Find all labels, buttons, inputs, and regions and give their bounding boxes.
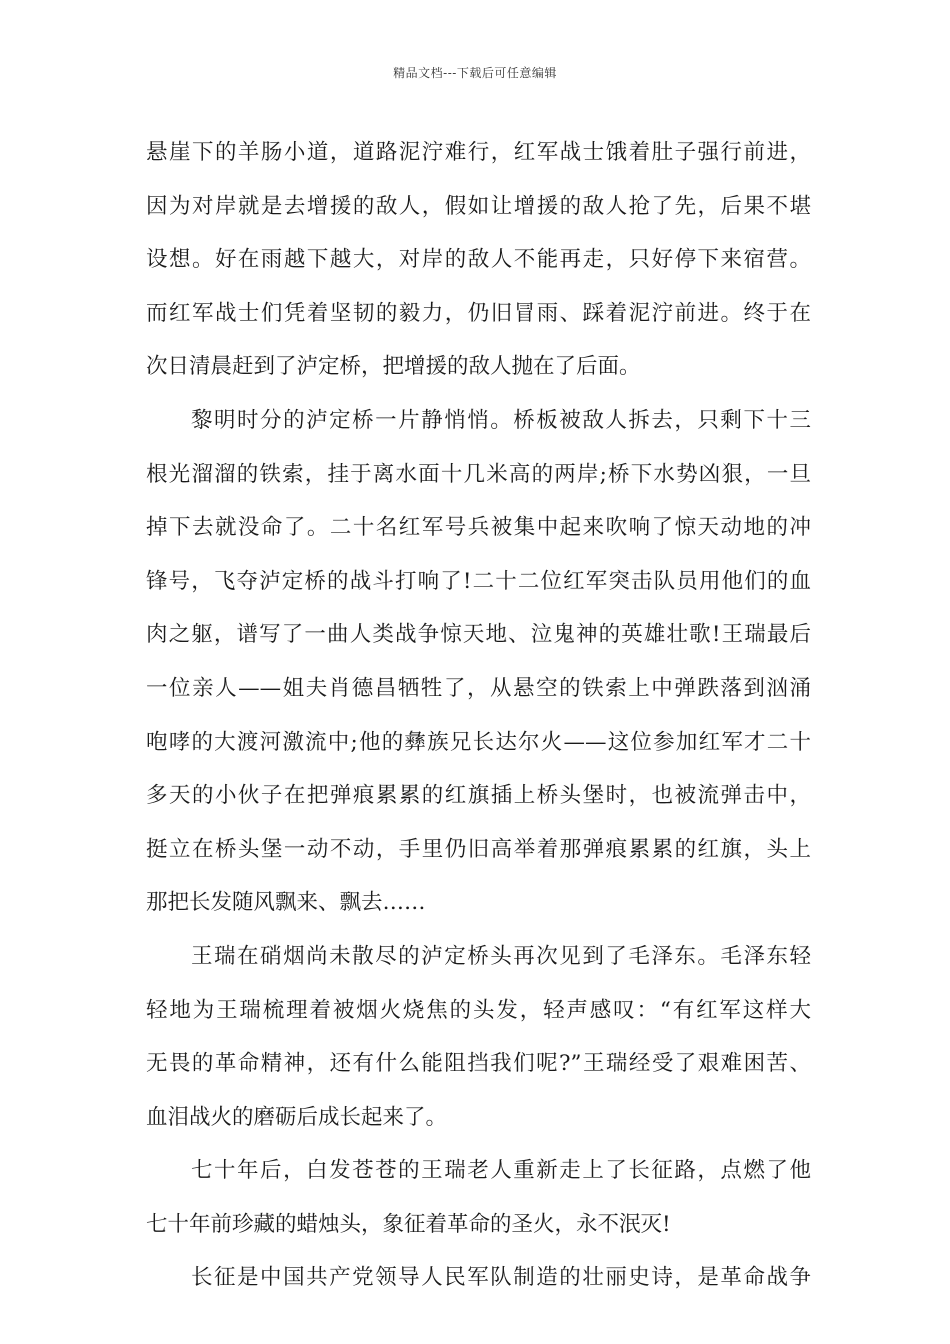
document-body (146, 126, 811, 1305)
text-line: 无畏的革命精神，还有什么能阻挡我们呢?”王瑞经受了艰难困苦、 (146, 1051, 811, 1077)
paragraph (146, 930, 811, 1144)
text-line: 咆哮的大渡河激流中;他的彝族兄长达尔火——这位参加红军才二十 (146, 729, 811, 755)
text-line: 设想。好在雨越下越大，对岸的敌人不能再走，只好停下来宿营。 (146, 247, 811, 273)
text-line: 肉之躯，谱写了一曲人类战争惊天地、泣鬼神的英雄壮歌!王瑞最后 (146, 622, 811, 648)
text-line: 王瑞在硝烟尚未散尽的泸定桥头再次见到了毛泽东。毛泽东轻 (191, 943, 811, 969)
text-line: 七十年后，白发苍苍的王瑞老人重新走上了长征路，点燃了他 (191, 1158, 811, 1184)
paragraph (146, 394, 811, 930)
text-line: 根光溜溜的铁索，挂于离水面十几米高的两岸;桥下水势凶狠，一旦 (146, 461, 811, 487)
text-line: 锋号，飞夺泸定桥的战斗打响了!二十二位红军突击队员用他们的血 (146, 568, 811, 594)
text-line: 而红军战士们凭着坚韧的毅力，仍旧冒雨、踩着泥泞前进。终于在 (146, 300, 811, 326)
text-line: 长征是中国共产党领导人民军队制造的壮丽史诗，是革命战争 (191, 1265, 811, 1291)
text-line: 一位亲人——姐夫肖德昌牺牲了，从悬空的铁索上中弹跌落到汹涌 (146, 675, 811, 701)
paragraph (146, 126, 811, 394)
text-line: 悬崖下的羊肠小道，道路泥泞难行，红军战士饿着肚子强行前进， (146, 140, 811, 165)
text-line: 那把长发随风飘来、飘去…… (146, 890, 426, 916)
text-line: 掉下去就没命了。二十名红军号兵被集中起来吹响了惊天动地的冲 (146, 515, 811, 541)
text-line: 轻地为王瑞梳理着被烟火烧焦的头发，轻声感叹：“有红军这样大 (146, 997, 811, 1023)
text-line: 黎明时分的泸定桥一片静悄悄。桥板被敌人拆去，只剩下十三 (191, 407, 811, 433)
paragraph (146, 1251, 811, 1305)
page-header: 精品文档---下载后可任意编辑 (393, 66, 557, 80)
text-line: 多天的小伙子在把弹痕累累的红旗插上桥头堡时，也被流弹击中， (146, 783, 811, 809)
text-line: 血泪战火的磨砺后成长起来了。 (146, 1104, 448, 1130)
text-line: 次日清晨赶到了泸定桥，把增援的敌人抛在了后面。 (146, 354, 641, 380)
text-line: 因为对岸就是去增援的敌人，假如让增援的敌人抢了先，后果不堪 (146, 193, 811, 219)
text-line: 七十年前珍藏的蜡烛头，象征着革命的圣火，永不泯灭! (146, 1211, 671, 1237)
text-line: 挺立在桥头堡一动不动，手里仍旧高举着那弹痕累累的红旗，头上 (146, 836, 811, 862)
paragraph (146, 1144, 811, 1251)
